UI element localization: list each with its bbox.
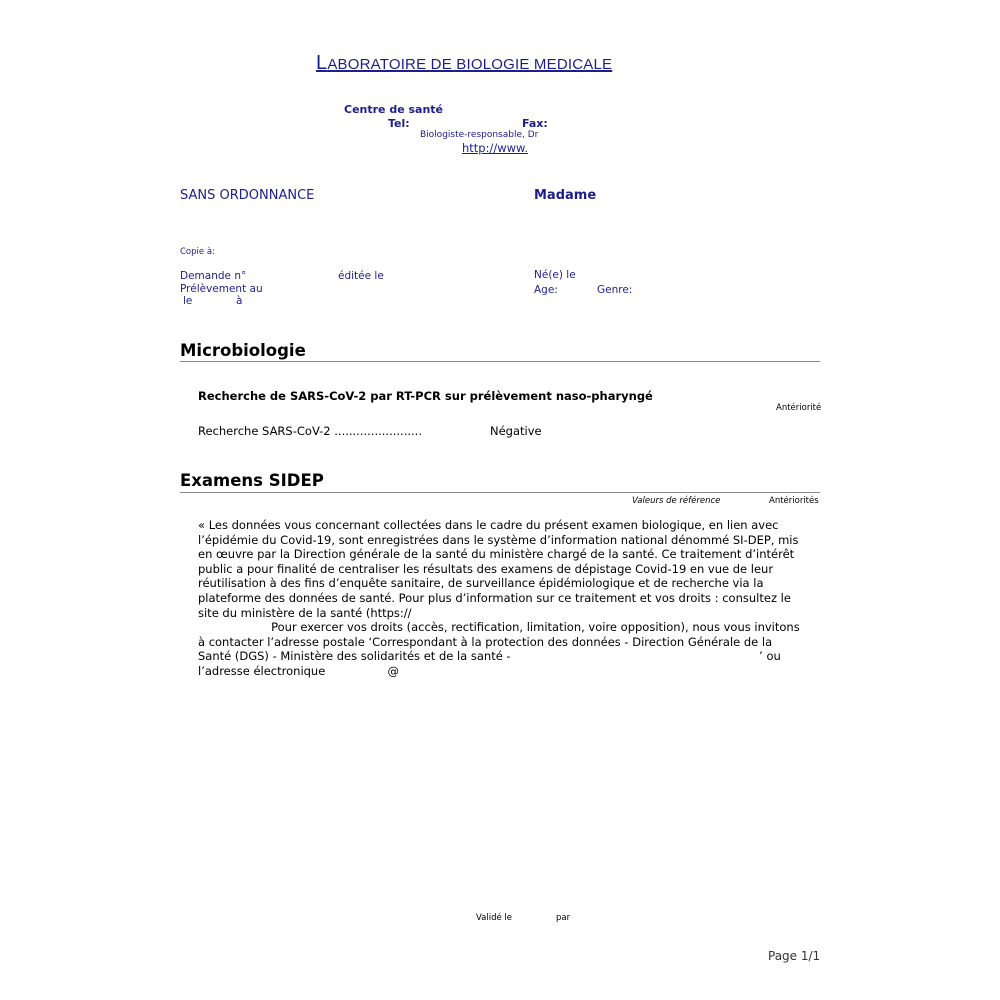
notice-line: réutilisation à des fins d’enquête sanitaire, de surveillance épidémiologique et de recherche via la bbox=[198, 576, 764, 591]
prelevement-date-label: le bbox=[183, 295, 193, 307]
page-number: Page 1/1 bbox=[768, 949, 821, 963]
test-result: Négative bbox=[490, 424, 542, 438]
notice-line: Santé (DGS) - Ministère des solidarités et de la santé - ’ ou bbox=[198, 649, 781, 664]
section-divider bbox=[180, 361, 820, 362]
test-heading: Recherche de SARS-CoV-2 par RT-PCR sur prélèvement naso-pharyngé bbox=[198, 389, 653, 403]
reference-values-label: Valeurs de référence bbox=[632, 496, 721, 506]
section-title-sidep: Examens SIDEP bbox=[180, 471, 324, 490]
notice-line: en œuvre par la Direction générale de la santé du ministère chargé de la santé. Ce traitement d’intérêt bbox=[198, 547, 795, 562]
validated-by-label: par bbox=[556, 913, 571, 923]
demande-label: Demande n° bbox=[180, 270, 247, 282]
notice-line: l’épidémie du Covid-19, sont enregistrées dans le système d’information national dénommé SI-DEP, mis bbox=[198, 532, 799, 547]
sidep-privacy-notice bbox=[198, 518, 823, 679]
tel-label: Tel: bbox=[388, 117, 410, 130]
copie-label: Copie à: bbox=[180, 247, 215, 257]
lab-title-initial: L bbox=[316, 52, 328, 74]
lab-website-link[interactable]: http://www. bbox=[462, 141, 529, 155]
fax-label: Fax: bbox=[522, 117, 548, 130]
birthdate-label: Né(e) le bbox=[534, 269, 576, 281]
section-title-microbiologie: Microbiologie bbox=[180, 341, 306, 360]
validated-date-label: Validé le bbox=[476, 913, 513, 923]
lab-title bbox=[316, 52, 612, 75]
notice-line: site du ministère de la santé (https:// bbox=[198, 605, 412, 620]
section-divider bbox=[180, 492, 820, 493]
notice-line: « Les données vous concernant collectées dans le cadre du présent examen biologique, en lien avec bbox=[198, 518, 779, 532]
notice-line: public a pour finalité de centraliser les résultats des examens de dépistage Covid-19 en vue de leur bbox=[198, 561, 774, 576]
notice-line: l’adresse électronique @ bbox=[198, 663, 399, 678]
notice-line: Pour exercer vos droits (accès, rectification, limitation, voire opposition), nous vous invitons bbox=[198, 620, 800, 635]
age-label: Age: bbox=[534, 284, 558, 296]
centre-de-sante: Centre de santé bbox=[344, 103, 444, 116]
notice-line: plateforme des données de santé. Pour plus d’information sur ce traitement et vos droits : consultez le bbox=[198, 590, 791, 605]
patient-salutation: Madame bbox=[534, 188, 597, 203]
notice-line: à contacter l’adresse postale ‘Correspondant à la protection des données - Direction Générale de la bbox=[198, 634, 773, 649]
editee-label: éditée le bbox=[338, 270, 384, 282]
prelevement-time-label: à bbox=[236, 295, 243, 307]
prescription-status: SANS ORDONNANCE bbox=[180, 188, 315, 203]
anteriorites-column-label: Antériorités bbox=[769, 496, 819, 506]
anteriorite-column-label: Antériorité bbox=[776, 403, 822, 413]
lab-title-rest: ABORATOIRE DE BIOLOGIE MEDICALE bbox=[327, 56, 613, 73]
prelevement-label: Prélèvement au bbox=[180, 283, 263, 295]
biologiste-responsable: Biologiste-responsable, Dr bbox=[420, 130, 539, 140]
test-label: Recherche SARS-CoV-2 ........................ bbox=[198, 424, 422, 438]
genre-label: Genre: bbox=[597, 284, 633, 296]
